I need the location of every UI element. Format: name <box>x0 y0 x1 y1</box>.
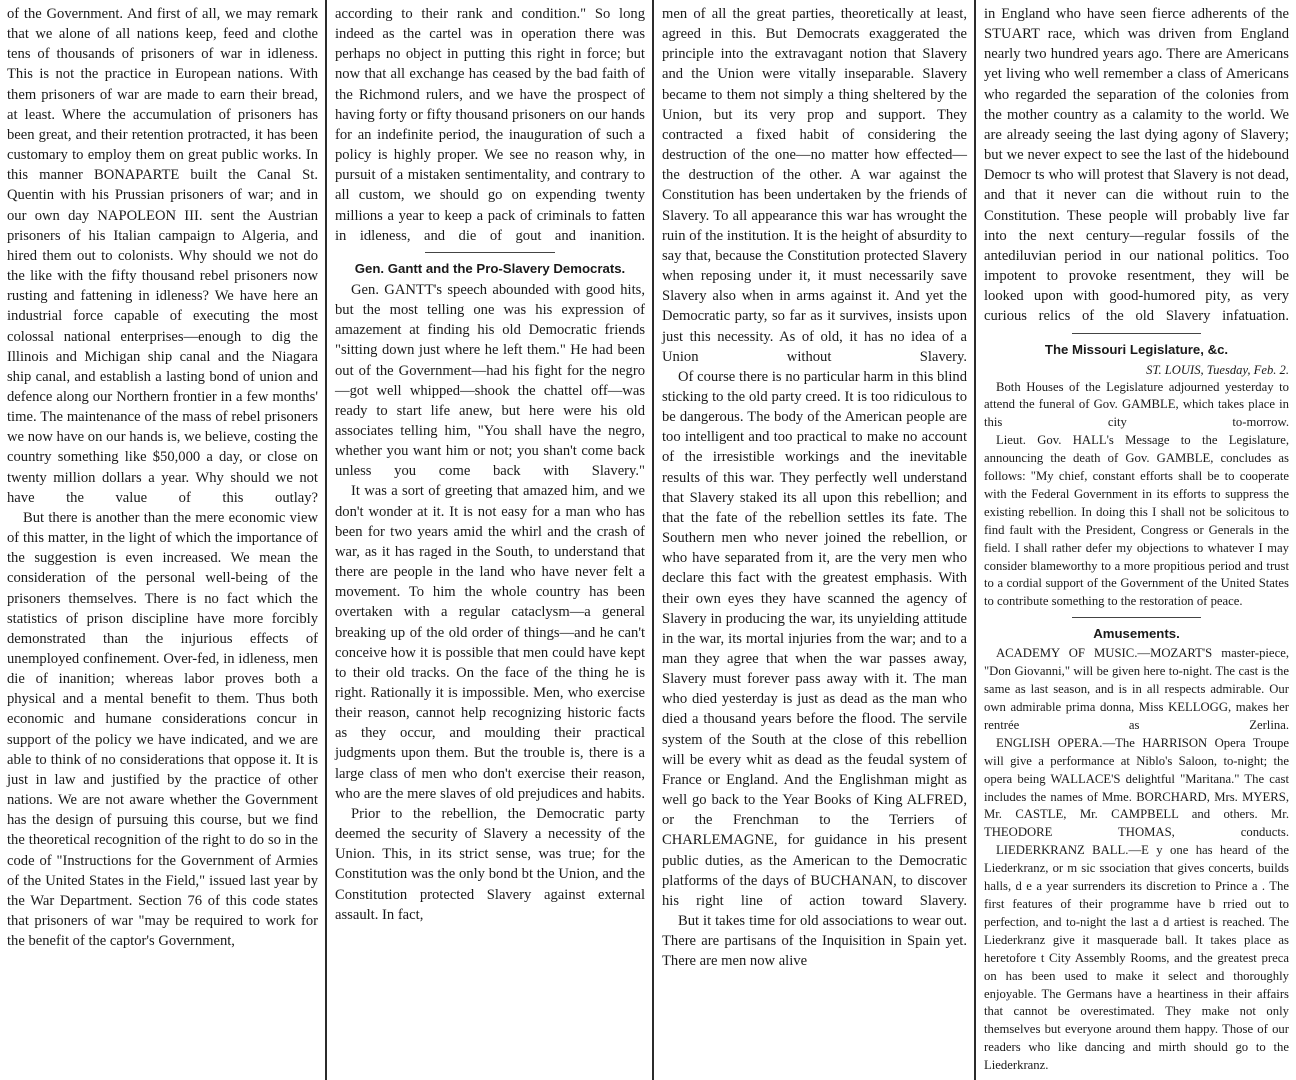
dateline: ST. LOUIS, Tuesday, Feb. 2. <box>1146 362 1289 377</box>
paragraph: of the Government. And first of all, we may remark that we alone of all nations keep, feed and clothe tens of thousands of prisoners of war in idleness. This is not the practice in European nations. With them prisoners of war are made to earn their bread, at least. Where the accumulation of prisoners has been great, and their retention protracted, it has been customary to employ them on great public works. In this manner BONAPARTE built the Canal St. Quentin with his Prussian prisoners of war; and in our own day NAPOLEON III. sent the Austrian prisoners of his Italian campaign to Algeria, and hired them out to colonists. Why should we not do the like with the fifty thousand rebel prisoners now rusting and fattening in idleness? We have here an industrial force capable of executing the most colossal national enterprises—enough to dig the Illinois and Michigan ship canal and the Niagara ship canal, and establish a lasting bond of union and defence along our Northern frontier in a few months' time. The maintenance of the mass of rebel prisoners we now have on our hands is, we believe, costing the country something like $50,000 a day, or close on twenty million dollars a year. Why should we not have the value of this outlay? <box>7 6 318 506</box>
paragraph: ENGLISH OPERA.—The HARRISON Opera Troupe will give a performance at Niblo's Saloon, to-night; the opera being WALLACE'S delightful "Maritana." The cast includes the names of Mme. BORCHARD, Mrs. MYERS, Mr. CASTLE, Mr. CAMPBELL and others. Mr. THEODORE THOMAS, conducts. <box>984 735 1289 840</box>
column-rule <box>974 0 976 1080</box>
article-headline: Gen. Gantt and the Pro-Slavery Democrats. <box>354 260 626 276</box>
article-headline: Amusements. <box>1093 626 1180 642</box>
paragraph: LIEDERKRANZ BALL.—E y one has heard of the Liederkranz, or m sic ssociation that gives concerts, builds halls, d e a year surrenders its discretion to Prince a . The first features of their programme have b rried out to perfection, and to-night the last a d artiest is reached. The Liederkranz give it masquerade ball. It takes place as heretofore t City Assembly Rooms, and the greatest preca on has been used to make it select and thoroughly enjoyable. The Germans have a heartiness in their affairs that cannot be overestimated. They make not only themselves but everyone around them happy. Those of our readers who like dancing and mirth should go to the Liederkranz. <box>984 843 1289 1073</box>
column-3 <box>655 0 974 1080</box>
legislature-article <box>984 379 1289 612</box>
paragraph: Both Houses of the Legislature adjourned yesterday to attend the funeral of Gov. GAMBLE, which takes place in this city to-morrow. <box>984 379 1289 430</box>
paragraph: Gen. GANTT's speech abounded with good hits, but the most telling one was his expression of amazement at finding his old Democratic friends "sitting down just where he left them." He had been out of the Government—had his fight for the negro—got well whipped—shook the chattel off—was ready to start life anew, but here were his old associates telling him, "You shall have the negro, whether you want him or not; you shan't come back unless you come back with Slavery." <box>335 281 645 480</box>
paragraph: Of course there is no particular harm in this blind sticking to the old party creed. It is too ridiculous to be dangerous. The body of the American people are too intelligent and too practical to make no account of the irresistible workings and the inevitable results of this war. They perfectly well understand that Slavery staked its all upon this rebellion; and that the fate of the rebellion settles its fate. The Southern men who never joined the rebellion, or who have separated from it, are the very men who declare this fact with the greatest emphasis. With their own eyes they have scanned the agency of Slavery in producing the war, its unyielding attitude in the war, its mortal injuries from the war; and to a man they agree that when the war passes away, Slavery must forever pass away with it. The man who died yesterday is just as dead as the man who died a thousand years before the flood. The servile system of the South at the close of this rebellion will be every whit as dead as the feudal system of France or England. And the Englishman might as well go back to the Year Books of King ALFRED, or the Frenchman to the Terriers of CHARLEMAGNE, for guidance in his present public duties, as the American to the Democratic platforms of the days of BUCHANAN, to discover his right line of action toward Slavery. <box>662 368 967 909</box>
column-rule <box>652 0 654 1080</box>
amusements-article <box>984 645 1289 1075</box>
paragraph: Lieut. Gov. HALL's Message to the Legislature, announcing the death of Gov. GAMBLE, concludes as follows: "My chief, constant efforts shall be to cooperate with the Federal Government in its efforts to suppress the existing rebellion. In doing this I shall not be solicitous to find fault with the President, Congress or Generals in the field. I shall rather defer my objections to whatever I may consider blameworthy to a more propitious period and trust to a cordial support of the Government of the United States to contribute something to the restoration of peace. <box>984 433 1289 609</box>
paragraph: in England who have seen fierce adherents of the STUART race, which was driven from England nearly two hundred years ago. There are Americans yet living who well remember a class of Americans who regarded the separation of the colonies from the mother country as a calamity to the world. We are already seeing the last dying agony of Slavery; but we never expect to see the last of the hidebound Democr ts who will protest that Slavery is not dead, and that it never can die without ruin to the Constitution. These people will probably live far into the next century—regular fossils of the antediluvian period in our national politics. Too impotent to provoke resentment, they will be looked upon with good-humored pity, as very curious relics of the old Slavery infatuation. <box>984 6 1289 325</box>
paragraph: Prior to the rebellion, the Democratic party deemed the security of Slavery a necessity of the Union. This, in its strict sense, was true; for the Constitution was the only bond bt the Union, and the Constitution protected Slavery against external assault. In fact, <box>335 805 645 923</box>
column-1 <box>0 0 325 1080</box>
section-divider <box>1072 333 1200 334</box>
paragraph: ACADEMY OF MUSIC.—MOZART'S master-piece, "Don Giovanni," will be given here to-night. The cast is the same as last season, and is in all respects admirable. Our own admirable prima donna, Miss KELLOGG, makes her rentrée as Zerlina. <box>984 646 1289 732</box>
section-divider <box>425 252 555 253</box>
paragraph: But it takes time for old associations to wear out. There are partisans of the Inquisition in Spain yet. There are men now alive <box>662 913 967 970</box>
paragraph: It was a sort of greeting that amazed him, and we don't wonder at it. It is not easy for a man who has been for two years amid the whirl and the crash of war, as it has raged in the South, to understand that there are people in the land who have never felt a movement. To him the whole country has been overtaken with a regular cataclysm—a general breaking up of the old order of things—and he can't conceive how it is possible that men could have kept to their old tracks. On the face of the thing he is right. Rationally it is impossible. Men, who exercise their reason, cannot help recognizing historic facts as they occur, and moulding their practical judgments upon them. But the trouble is, there is a large class of men who don't exercise their reason, who are the mere slaves of old prejudices and habits. <box>335 483 645 802</box>
column-2 <box>328 0 652 1080</box>
section-divider <box>1072 617 1200 618</box>
column-rule <box>325 0 327 1080</box>
paragraph: men of all the great parties, theoretically at least, agreed in this. But Democrats exaggerated the principle into the extravagant notion that Slavery and the Union were vitally inseparable. Slavery became to them not simply a thing sheltered by the Union, but its very prop and support. They contracted a fixed habit of considering the destruction of the one—no matter how effected—the destruction of the other. A war against the Constitution has been undertaken by the friends of Slavery. To all appearance this war has wrought the ruin of the institution. It is the height of absurdity to say that, because the Constitution protected Slavery when reposing under it, it must necessarily save Slavery also when in arms against it. And yet the Democratic party, so far as it survives, insists upon just this necessity. As of old, it has no idea of a Union without Slavery. <box>662 6 967 365</box>
column-4 <box>977 0 1296 1080</box>
paragraph: But there is another than the mere economic view of this matter, in the light of which the importance of the suggestion is even increased. We mean the consideration of the personal well-being of the prisoners themselves. There is no fact which the statistics of prison discipline have more forcibly demonstrated than the injurious effects of unemployed confinement. Over-fed, in idleness, men die of inanition; whereas labor proves both a physical and a mental benefit to them. Thus both economic and humane considerations concur in support of the policy we have indicated, and we are able to think of no considerations that oppose it. It is just in law and justified by the practice of other nations. We are not aware whether the Government has the design of pursuing this course, but we find the theoretical recognition of the right to do so in the code of "Instructions for the Government of Armies of the United States in the Field," issued last year by the War Department. Section 76 of this code states that prisoners of war "may be required to work for the benefit of the captor's Government, <box>7 509 318 950</box>
paragraph: according to their rank and condition." So long indeed as the cartel was in operation there was perhaps no object in putting this right in force; but now that all exchange has ceased by the bad faith of the Richmond rulers, and we have the prospect of having forty or fifty thousand prisoners on our hands for an indefinite period, the inauguration of such a policy is highly proper. We see no reason why, in pursuit of a mistaken sentimentality, and contrary to all custom, we should go on expending twenty millions a year to keep a pack of criminals to fatten in idleness, and die of gout and inanition. <box>335 6 645 244</box>
article-headline: The Missouri Legislature, &c. <box>1044 341 1229 357</box>
